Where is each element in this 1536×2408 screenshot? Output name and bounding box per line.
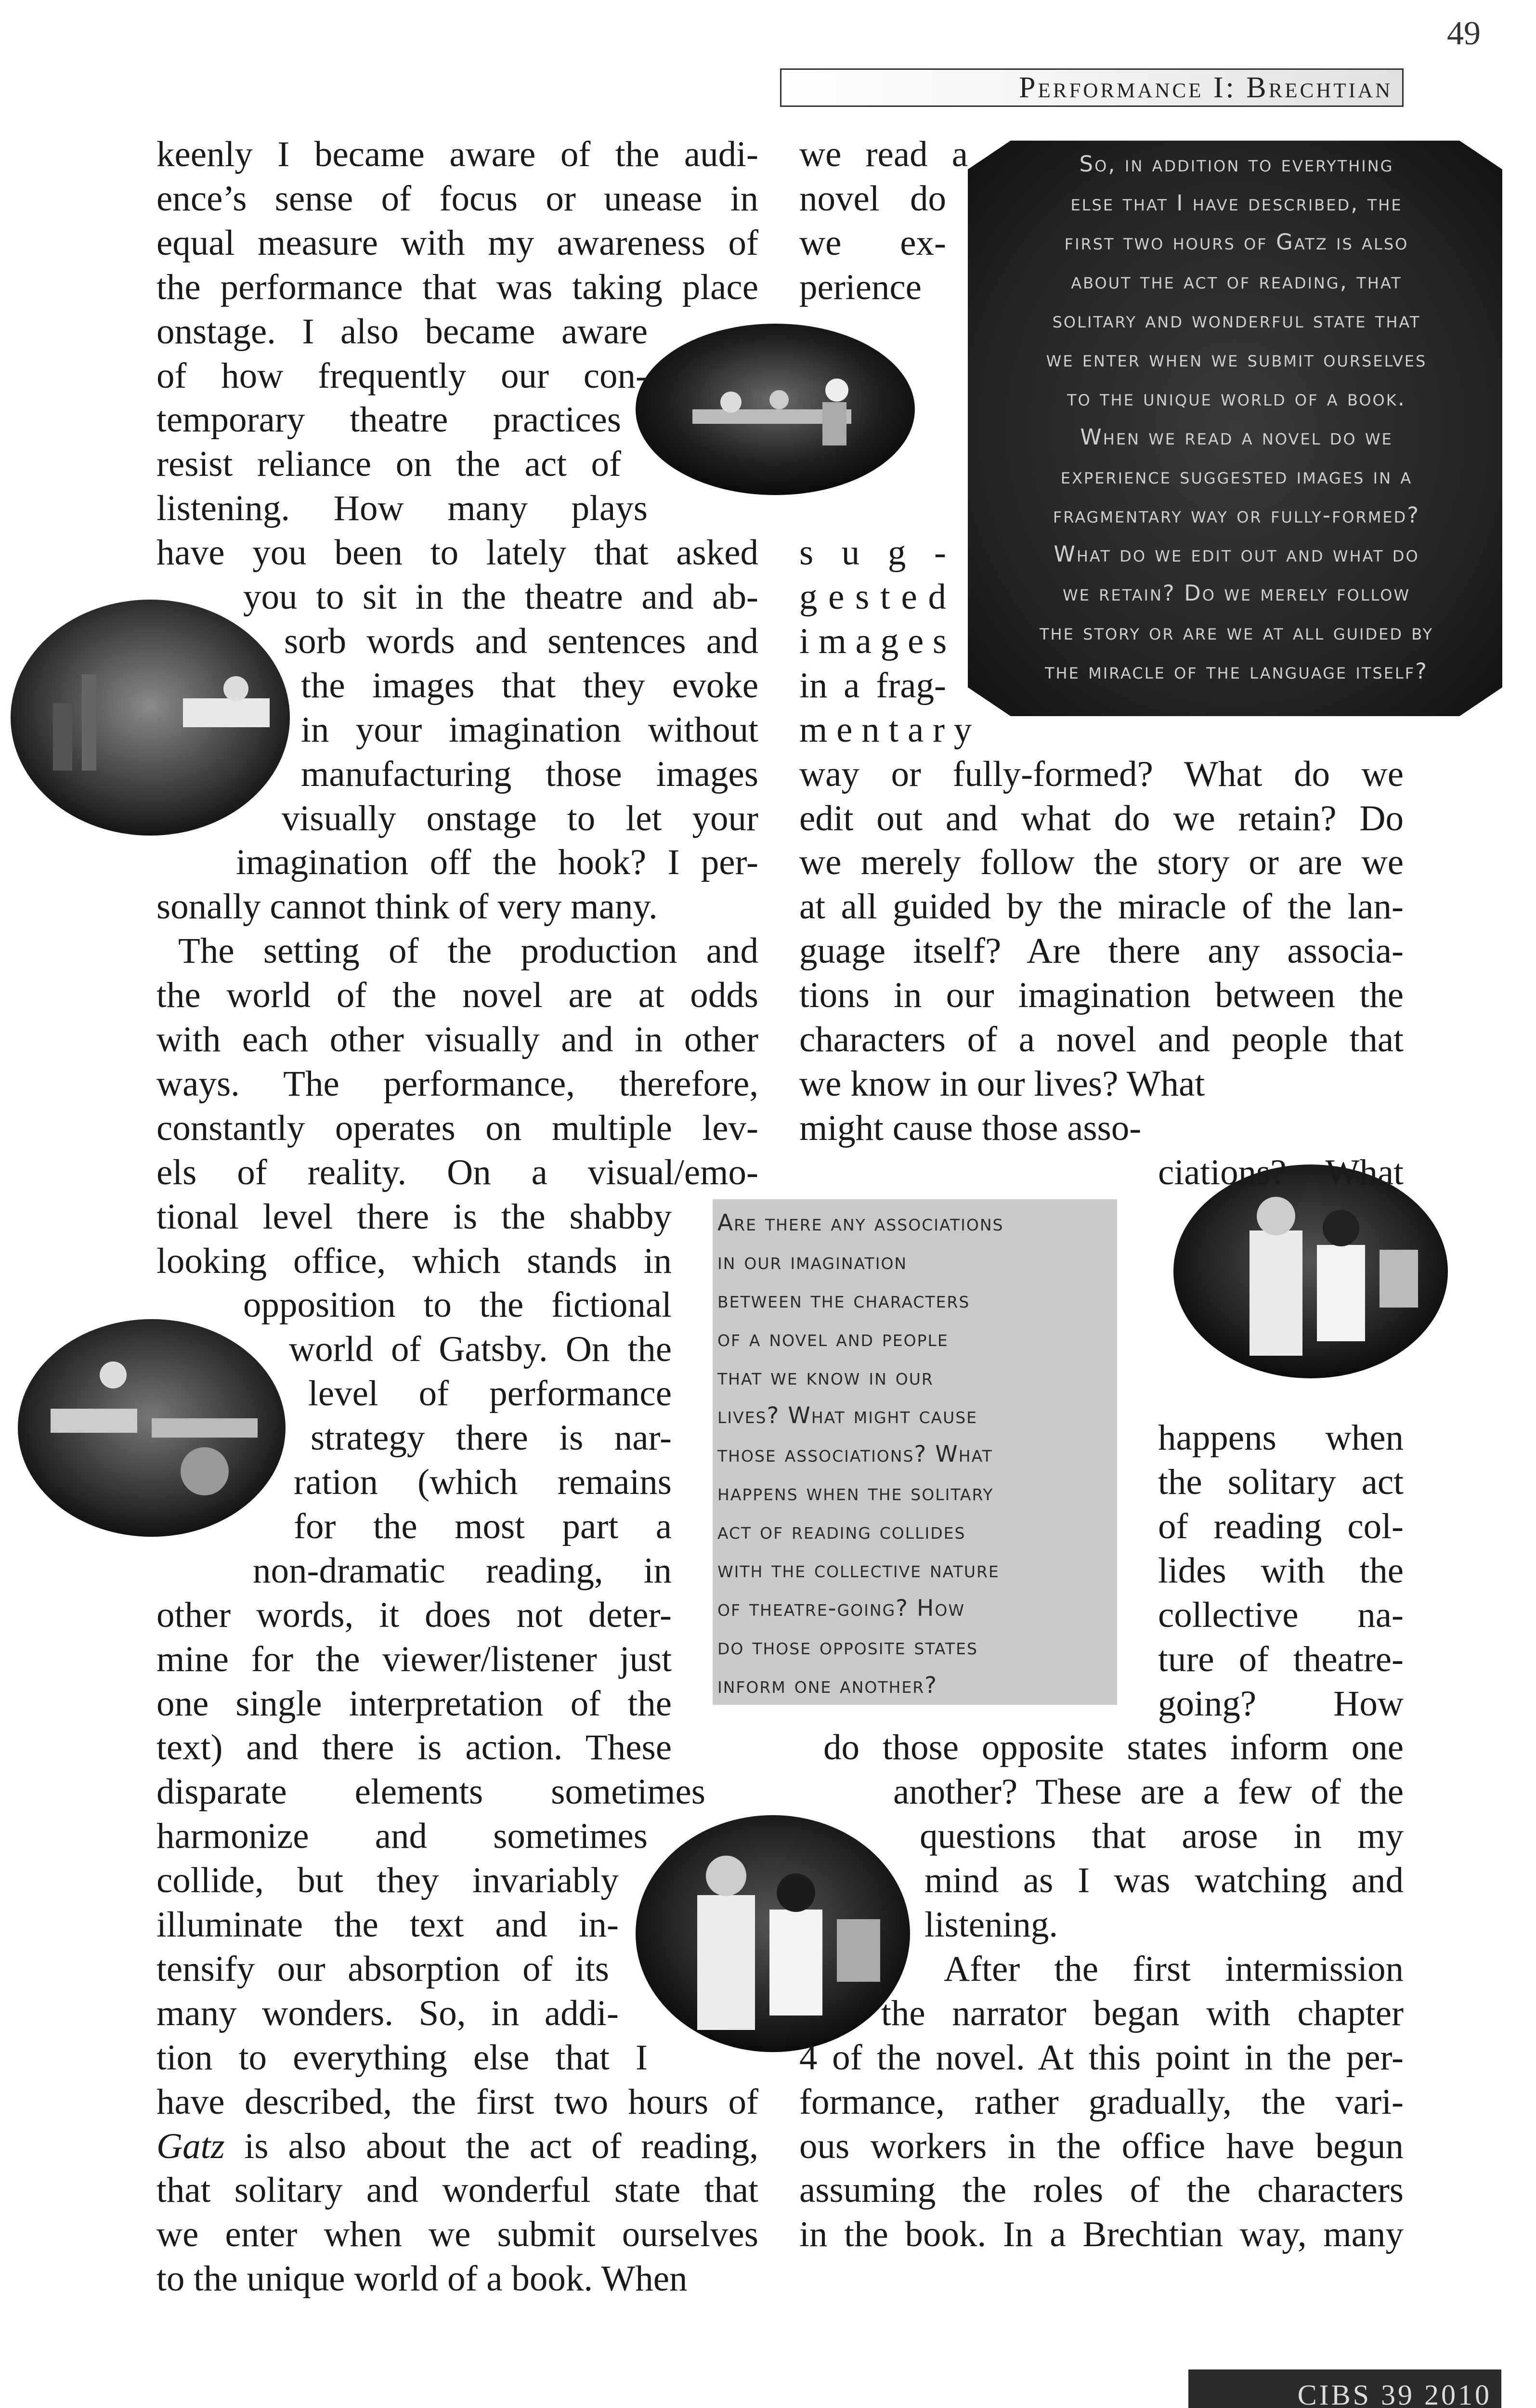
text-line: at all guided by the miracle of the lan-: [799, 887, 1404, 927]
text-line: for the most part a: [294, 1506, 672, 1546]
text-line: sorb words and sentences and: [284, 621, 758, 661]
text-line: perience: [799, 267, 922, 307]
text-line: going? How: [1158, 1683, 1404, 1724]
text-line: resist reliance on the act of: [156, 444, 621, 484]
text-line: looking office, which stands in: [156, 1241, 672, 1281]
text-line: harmonize and sometimes: [156, 1816, 648, 1857]
pullquote-gray-line: of a novel and people: [717, 1325, 949, 1352]
text-line: mine for the viewer/listener just: [156, 1639, 672, 1679]
text-line: the solitary act: [1158, 1462, 1404, 1502]
text-line: ration (which remains: [294, 1462, 672, 1502]
text-line: collective na-: [1158, 1595, 1404, 1635]
text-line: mind as I was watching and: [924, 1860, 1404, 1901]
pullquote-dark-line: we retain? Do we merely follow: [1062, 580, 1411, 606]
pullquote-gray-line: that we know in our: [717, 1364, 934, 1390]
text-line: lides with the: [1158, 1550, 1404, 1591]
footer-badge: CIBS 39 2010: [1188, 2369, 1501, 2408]
text-line: temporary theatre practices: [156, 400, 621, 440]
text-line: assuming the roles of the characters: [799, 2170, 1404, 2211]
text-line: guage itself? Are there any associa-: [799, 931, 1404, 971]
text-line: tional level there is the shabby: [156, 1196, 672, 1237]
text-line: you to sit in the theatre and ab-: [243, 577, 758, 617]
text-line: happens when: [1158, 1418, 1404, 1458]
text-line: with each other visually and in other: [156, 1020, 758, 1060]
text-line: have you been to lately that asked: [156, 533, 758, 573]
text-line: might cause those asso-: [799, 1108, 1142, 1148]
text-line: manufacturing those images: [301, 754, 758, 794]
text-line: keenly I became aware of the audi-: [156, 134, 758, 174]
pullquote-gray-line: between the characters: [717, 1287, 970, 1313]
pullquote-gray-line: inform one another?: [717, 1672, 938, 1699]
text-line: questions that arose in my: [920, 1816, 1404, 1857]
text-line: the images that they evoke: [301, 665, 758, 706]
text-line: listening. How many plays: [156, 488, 648, 529]
text-line: in your imagination without: [301, 709, 758, 750]
pullquote-dark-line: about the act of reading, that: [1071, 268, 1402, 294]
pullquote-gray-line: of theatre-going? How: [717, 1595, 965, 1622]
pullquote-dark-line: fragmentary way or fully-formed?: [1053, 502, 1420, 528]
text-line: disparate elements sometimes: [156, 1772, 705, 1812]
text-line: one single interpretation of the: [156, 1683, 672, 1724]
text-line: another? These are a few of the: [893, 1772, 1404, 1812]
pullquote-gray-line: in our imagination: [717, 1248, 908, 1275]
text-line: ciations? What: [1158, 1152, 1404, 1192]
text-line: ous workers in the office have begun: [799, 2126, 1404, 2166]
text-line: sonally cannot think of very many.: [156, 887, 658, 927]
pullquote-gray-line: happens when the solitary: [717, 1479, 994, 1506]
text-line: i m a g e s: [799, 621, 947, 661]
text-line: level of performance: [308, 1374, 672, 1414]
text-line: opposition to the fictional: [243, 1285, 672, 1325]
text-line: we merely follow the story or are we: [799, 842, 1404, 883]
text-line: The setting of the production and: [178, 931, 758, 971]
text-line: we read a: [799, 134, 968, 174]
text-line: other words, it does not deter-: [156, 1595, 672, 1635]
text-line: we enter when we submit ourselves: [156, 2214, 758, 2255]
text-line: s u g -: [799, 533, 946, 573]
text-line: onstage. I also became aware: [156, 311, 648, 352]
pullquote-dark-line: we enter when we submit ourselves: [1046, 346, 1427, 372]
page-number: 49: [1447, 15, 1481, 52]
text-line: listening.: [924, 1905, 1058, 1945]
text-line: imagination off the hook? I per-: [236, 842, 758, 883]
text-line: in the book. In a Brechtian way, many: [799, 2214, 1404, 2255]
pullquote-dark-line: else that I have described, the: [1070, 190, 1403, 216]
text-line: tion to everything else that I: [156, 2037, 648, 2078]
text-line: we ex-: [799, 222, 946, 263]
text-line: characters of a novel and people that: [799, 1020, 1404, 1060]
text-line: non-dramatic reading, in: [253, 1550, 672, 1591]
pullquote-dark-line: the story or are we at all guided by: [1039, 619, 1434, 645]
text-line: of how frequently our con-: [156, 355, 648, 396]
text-line: g e s t e d: [799, 577, 946, 617]
text-line: in a frag-: [799, 665, 946, 706]
pullquote-dark-line: first two hours of Gatz is also: [1064, 229, 1409, 255]
pullquote-dark-line: When we read a novel do we: [1080, 424, 1393, 450]
text-line: the performance that was taking place: [156, 267, 758, 307]
pullquote-gray-line: those associations? What: [717, 1441, 993, 1467]
text-line: world of Gatsby. On the: [289, 1329, 672, 1370]
text-line: m e n t a r y: [799, 709, 972, 750]
pullquote-dark-line: the miracle of the language itself?: [1044, 658, 1429, 684]
text-line: equal measure with my awareness of: [156, 222, 758, 263]
text-line: do those opposite states inform one: [823, 1727, 1404, 1768]
text-line: formance, rather gradually, the vari-: [799, 2081, 1404, 2122]
text-line: strategy there is nar-: [311, 1418, 672, 1458]
text-line: novel do: [799, 178, 946, 219]
text-line: of reading col-: [1158, 1506, 1404, 1546]
text-line: visually onstage to let your: [282, 798, 758, 838]
pullquote-gray-line: act of reading collides: [717, 1518, 966, 1544]
text-line: illuminate the text and in-: [156, 1905, 619, 1945]
text-line: the narrator began with chapter: [881, 1993, 1404, 2033]
pullquote-dark-line: So, in addition to everything: [1079, 151, 1394, 177]
text-line: Gatz is also about the act of reading,: [156, 2126, 758, 2166]
text-line: ture of theatre-: [1158, 1639, 1404, 1679]
section-header: Performance I: Brechtian: [780, 68, 1404, 107]
text-line: have described, the first two hours of: [156, 2081, 758, 2122]
text-line: els of reality. On a visual/emo-: [156, 1152, 758, 1192]
pullquote-gray-line: with the collective nature: [717, 1557, 1000, 1583]
text-line: constantly operates on multiple lev-: [156, 1108, 758, 1148]
text-line: After the first intermission: [944, 1949, 1404, 1989]
text-line: the world of the novel are at odds: [156, 975, 758, 1016]
pullquote-dark-line: What do we edit out and what do: [1054, 541, 1419, 567]
pullquote-dark-line: experience suggested images in a: [1060, 463, 1413, 489]
text-line: text) and there is action. These: [156, 1727, 672, 1768]
pullquote-gray-line: lives? What might cause: [717, 1402, 978, 1429]
text-line: tions in our imagination between the: [799, 975, 1404, 1016]
text-line: 4 of the novel. At this point in the per-: [799, 2037, 1404, 2078]
pullquote-dark-line: solitary and wonderful state that: [1052, 307, 1421, 333]
text-line: many wonders. So, in addi-: [156, 1993, 619, 2033]
pullquote-gray-line: do those opposite states: [717, 1634, 978, 1660]
text-line: collide, but they invariably: [156, 1860, 619, 1901]
text-line: we know in our lives? What: [799, 1063, 1205, 1104]
text-line: ence’s sense of focus or unease in: [156, 178, 758, 219]
text-line: way or fully-formed? What do we: [799, 754, 1404, 794]
pullquote-gray-line: Are there any associations: [717, 1210, 1004, 1236]
text-line: to the unique world of a book. When: [156, 2259, 688, 2299]
text-line: tensify our absorption of its: [156, 1949, 609, 1989]
text-line: that solitary and wonderful state that: [156, 2170, 758, 2211]
pullquote-dark-line: to the unique world of a book.: [1067, 385, 1406, 411]
text-line: ways. The performance, therefore,: [156, 1063, 758, 1104]
text-line: edit out and what do we retain? Do: [799, 798, 1404, 838]
